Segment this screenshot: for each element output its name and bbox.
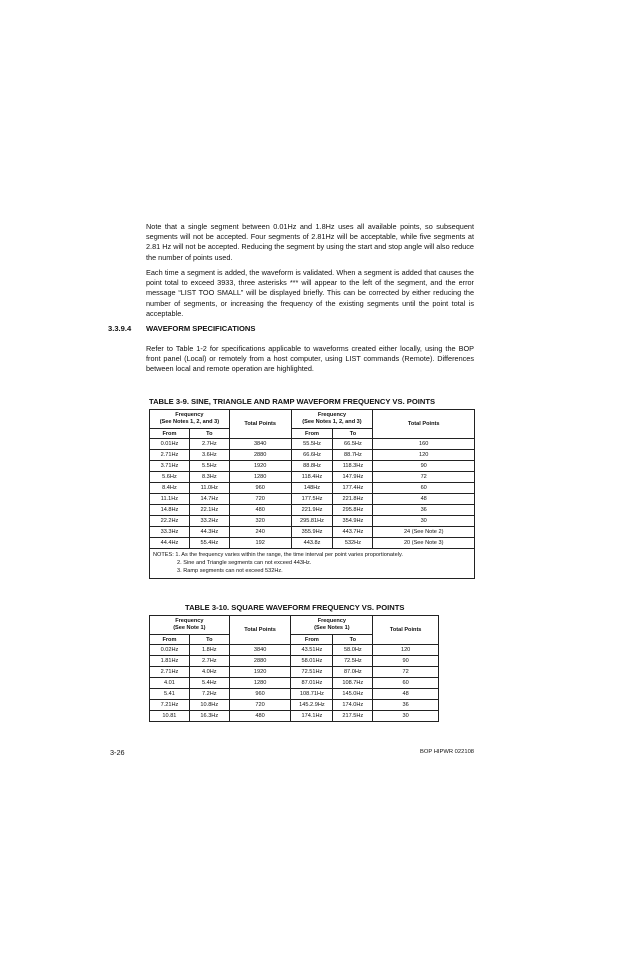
table-cell: 90 (373, 656, 439, 667)
table-cell: 22.1Hz (189, 505, 229, 516)
table-cell: 5.6Hz (150, 472, 190, 483)
table-cell: 58.01Hz (291, 656, 333, 667)
table-cell: 2.71Hz (150, 667, 190, 678)
table1-note-2: 2. Sine and Triangle segments can not exceed 443Hz. (177, 560, 312, 567)
table1-notes (150, 549, 475, 579)
table-cell: 120 (373, 645, 439, 656)
table-cell: 88.8Hz (291, 461, 333, 472)
page-number: 3-26 (110, 748, 125, 757)
table-row (150, 538, 475, 549)
table-cell: 4.0Hz (189, 667, 229, 678)
table1-points-header-right: Total Points (373, 410, 475, 439)
table-cell: 30 (373, 516, 475, 527)
table-cell: 2880 (229, 656, 291, 667)
table-cell: 55.5Hz (291, 439, 333, 450)
table-cell: 1.81Hz (150, 656, 190, 667)
table-cell: 221.9Hz (291, 505, 333, 516)
table-cell: 1280 (229, 472, 291, 483)
table-cell: 72.5Hz (333, 656, 373, 667)
table-cell: 960 (229, 483, 291, 494)
table2-to-header: To (333, 635, 373, 645)
table-cell: 354.9Hz (333, 516, 373, 527)
table-cell: 43.51Hz (291, 645, 333, 656)
table-cell: 48 (373, 494, 475, 505)
table-row (150, 494, 475, 505)
table2-freq-header-left: Frequency (See Note 1) (150, 616, 230, 635)
table-cell: 16.3Hz (189, 711, 229, 722)
table1-points-header-left: Total Points (229, 410, 291, 439)
table-cell: 3.6Hz (189, 450, 229, 461)
table-row (150, 516, 475, 527)
table-cell: 72.51Hz (291, 667, 333, 678)
table-cell: 1920 (229, 667, 291, 678)
table-cell: 480 (229, 711, 291, 722)
table1 (149, 409, 475, 579)
table-cell: 8.3Hz (189, 472, 229, 483)
table-cell: 8.4Hz (150, 483, 190, 494)
table2 (149, 615, 439, 722)
table-cell: 2880 (229, 450, 291, 461)
table1-from-header: From (291, 429, 333, 439)
table-cell: 33.3Hz (150, 527, 190, 538)
table-cell: 295.81Hz (291, 516, 333, 527)
table-cell: 1.8Hz (189, 645, 229, 656)
table1-freq-header-left: Frequency (See Notes 1, 2, and 3) (150, 410, 230, 429)
table1-freq-header-right: Frequency (See Notes 1, 2, and 3) (291, 410, 373, 429)
table-row (150, 527, 475, 538)
table-cell: 480 (229, 505, 291, 516)
table1-title: TABLE 3-9. SINE, TRIANGLE AND RAMP WAVEFORM FREQUENCY VS. POINTS (149, 397, 436, 406)
table-cell: 443.7Hz (333, 527, 373, 538)
table-cell: 88.7Hz (333, 450, 373, 461)
table-cell: 5.4Hz (189, 678, 229, 689)
table-cell: 120 (373, 450, 475, 461)
table-cell: 44.3Hz (189, 527, 229, 538)
table2-points-header-right: Total Points (373, 616, 439, 645)
table-row (150, 667, 439, 678)
table-cell: 5.5Hz (189, 461, 229, 472)
table-cell: 5.41 (150, 689, 190, 700)
table-cell: 7.21Hz (150, 700, 190, 711)
table-row (150, 711, 439, 722)
section-number: 3.3.9.4 (108, 324, 132, 333)
table-cell: 108.7Hz (333, 678, 373, 689)
table-cell: 10.8Hz (189, 700, 229, 711)
table-cell: 177.4Hz (333, 483, 373, 494)
table-cell: 60 (373, 483, 475, 494)
table-cell: 532Hz (333, 538, 373, 549)
table-cell: 174.0Hz (333, 700, 373, 711)
table-row (150, 678, 439, 689)
table-cell: 87.01Hz (291, 678, 333, 689)
table-cell: 177.5Hz (291, 494, 333, 505)
table-cell: 11.1Hz (150, 494, 190, 505)
table-cell: 720 (229, 700, 291, 711)
table-cell: 145.0Hz (333, 689, 373, 700)
table-cell: 1280 (229, 678, 291, 689)
refer-paragraph: Refer to Table 1-2 for specifications applicable to waveforms created either locally, using the BOP front panel (Local) or remotely from a host computer, using LIST commands (Remote). Differences between local and remote operation are highlighted. (146, 344, 474, 374)
table2-freq-header-right: Frequency (See Notes 1) (291, 616, 373, 635)
table-cell: 443.8z (291, 538, 333, 549)
table-cell: 147.9Hz (333, 472, 373, 483)
table-row (150, 505, 475, 516)
table-cell: 108.71Hz (291, 689, 333, 700)
table-cell: 320 (229, 516, 291, 527)
table-cell: 3840 (229, 439, 291, 450)
table-row (150, 450, 475, 461)
table-cell: 295.8Hz (333, 505, 373, 516)
table2-to-header: To (189, 635, 229, 645)
table-row (150, 689, 439, 700)
table-row (150, 645, 439, 656)
table-cell: 22.2Hz (150, 516, 190, 527)
intro-paragraph: Note that a single segment between 0.01Hz and 1.8Hz uses all available points, so subsequent segments will not be accepted. Four segments of 2.81Hz will be acceptable, while five segments at 2.81 Hz will not be accepted. Reducing the segment by using the start and stop angle will also reduce the number of points used. (146, 222, 474, 262)
table-cell: 33.2Hz (189, 516, 229, 527)
table-cell: 60 (373, 678, 439, 689)
table-cell: 174.1Hz (291, 711, 333, 722)
table-cell: 87.0Hz (333, 667, 373, 678)
table-cell: 2.7Hz (189, 439, 229, 450)
table-row (150, 472, 475, 483)
table-cell: 4.01 (150, 678, 190, 689)
table-cell: 66.6Hz (291, 450, 333, 461)
table-cell: 118.3Hz (333, 461, 373, 472)
table-cell: 0.01Hz (150, 439, 190, 450)
table2-from-header: From (150, 635, 190, 645)
table-cell: 720 (229, 494, 291, 505)
table-cell: 55.4Hz (189, 538, 229, 549)
table-cell: 44.4Hz (150, 538, 190, 549)
table1-to-header: To (189, 429, 229, 439)
table2-from-header: From (291, 635, 333, 645)
table-cell: 72 (373, 472, 475, 483)
table-cell: 14.8Hz (150, 505, 190, 516)
table1-note-1: NOTES: 1. As the frequency varies within the range, the time interval per point varies proportionately. (153, 552, 403, 558)
table-cell: 24 (See Note 2) (373, 527, 475, 538)
table-cell: 192 (229, 538, 291, 549)
table-cell: 20 (See Note 3) (373, 538, 475, 549)
document-id: BOP HIPWR 022108 (420, 749, 475, 755)
table2-points-header-left: Total Points (229, 616, 291, 645)
table-cell: 66.5Hz (333, 439, 373, 450)
table-row (150, 461, 475, 472)
table-cell: 217.5Hz (333, 711, 373, 722)
table-cell: 14.7Hz (189, 494, 229, 505)
table-cell: 48 (373, 689, 439, 700)
table-cell: 0.02Hz (150, 645, 190, 656)
table-row (150, 439, 475, 450)
table1-note-3: 3. Ramp segments can not exceed 532Hz. (177, 568, 283, 575)
table-cell: 240 (229, 527, 291, 538)
table1-from-header: From (150, 429, 190, 439)
validation-paragraph: Each time a segment is added, the waveform is validated. When a segment is added that causes the point total to exceed 3933, three asterisks *** will appear to the left of the segment, and the error message “LIST TOO SMALL” will be displayed briefly. This can be corrected by either reducing the number of segments, or increasing the frequency of the existing segments until the point total is acceptable. (146, 268, 474, 318)
table-row (150, 700, 439, 711)
table-cell: 36 (373, 700, 439, 711)
table-cell: 118.4Hz (291, 472, 333, 483)
table-cell: 7.2Hz (189, 689, 229, 700)
table-cell: 2.71Hz (150, 450, 190, 461)
table-cell: 90 (373, 461, 475, 472)
table1-to-header: To (333, 429, 373, 439)
table-cell: 11.0Hz (189, 483, 229, 494)
table-row (150, 656, 439, 667)
table2-title: TABLE 3-10. SQUARE WAVEFORM FREQUENCY VS. POINTS (185, 603, 405, 612)
table-cell: 148Hz (291, 483, 333, 494)
table-cell: 72 (373, 667, 439, 678)
table-cell: 3.71Hz (150, 461, 190, 472)
table-cell: 221.8Hz (333, 494, 373, 505)
table-cell: 58.0Hz (333, 645, 373, 656)
table-cell: 960 (229, 689, 291, 700)
table-cell: 36 (373, 505, 475, 516)
table-cell: 160 (373, 439, 475, 450)
table-cell: 355.9Hz (291, 527, 333, 538)
table-cell: 2.7Hz (189, 656, 229, 667)
table-cell: 145.2.9Hz (291, 700, 333, 711)
table-row (150, 483, 475, 494)
table-cell: 10.81 (150, 711, 190, 722)
section-title: WAVEFORM SPECIFICATIONS (146, 324, 256, 333)
table-cell: 3840 (229, 645, 291, 656)
table-cell: 1920 (229, 461, 291, 472)
table-cell: 30 (373, 711, 439, 722)
